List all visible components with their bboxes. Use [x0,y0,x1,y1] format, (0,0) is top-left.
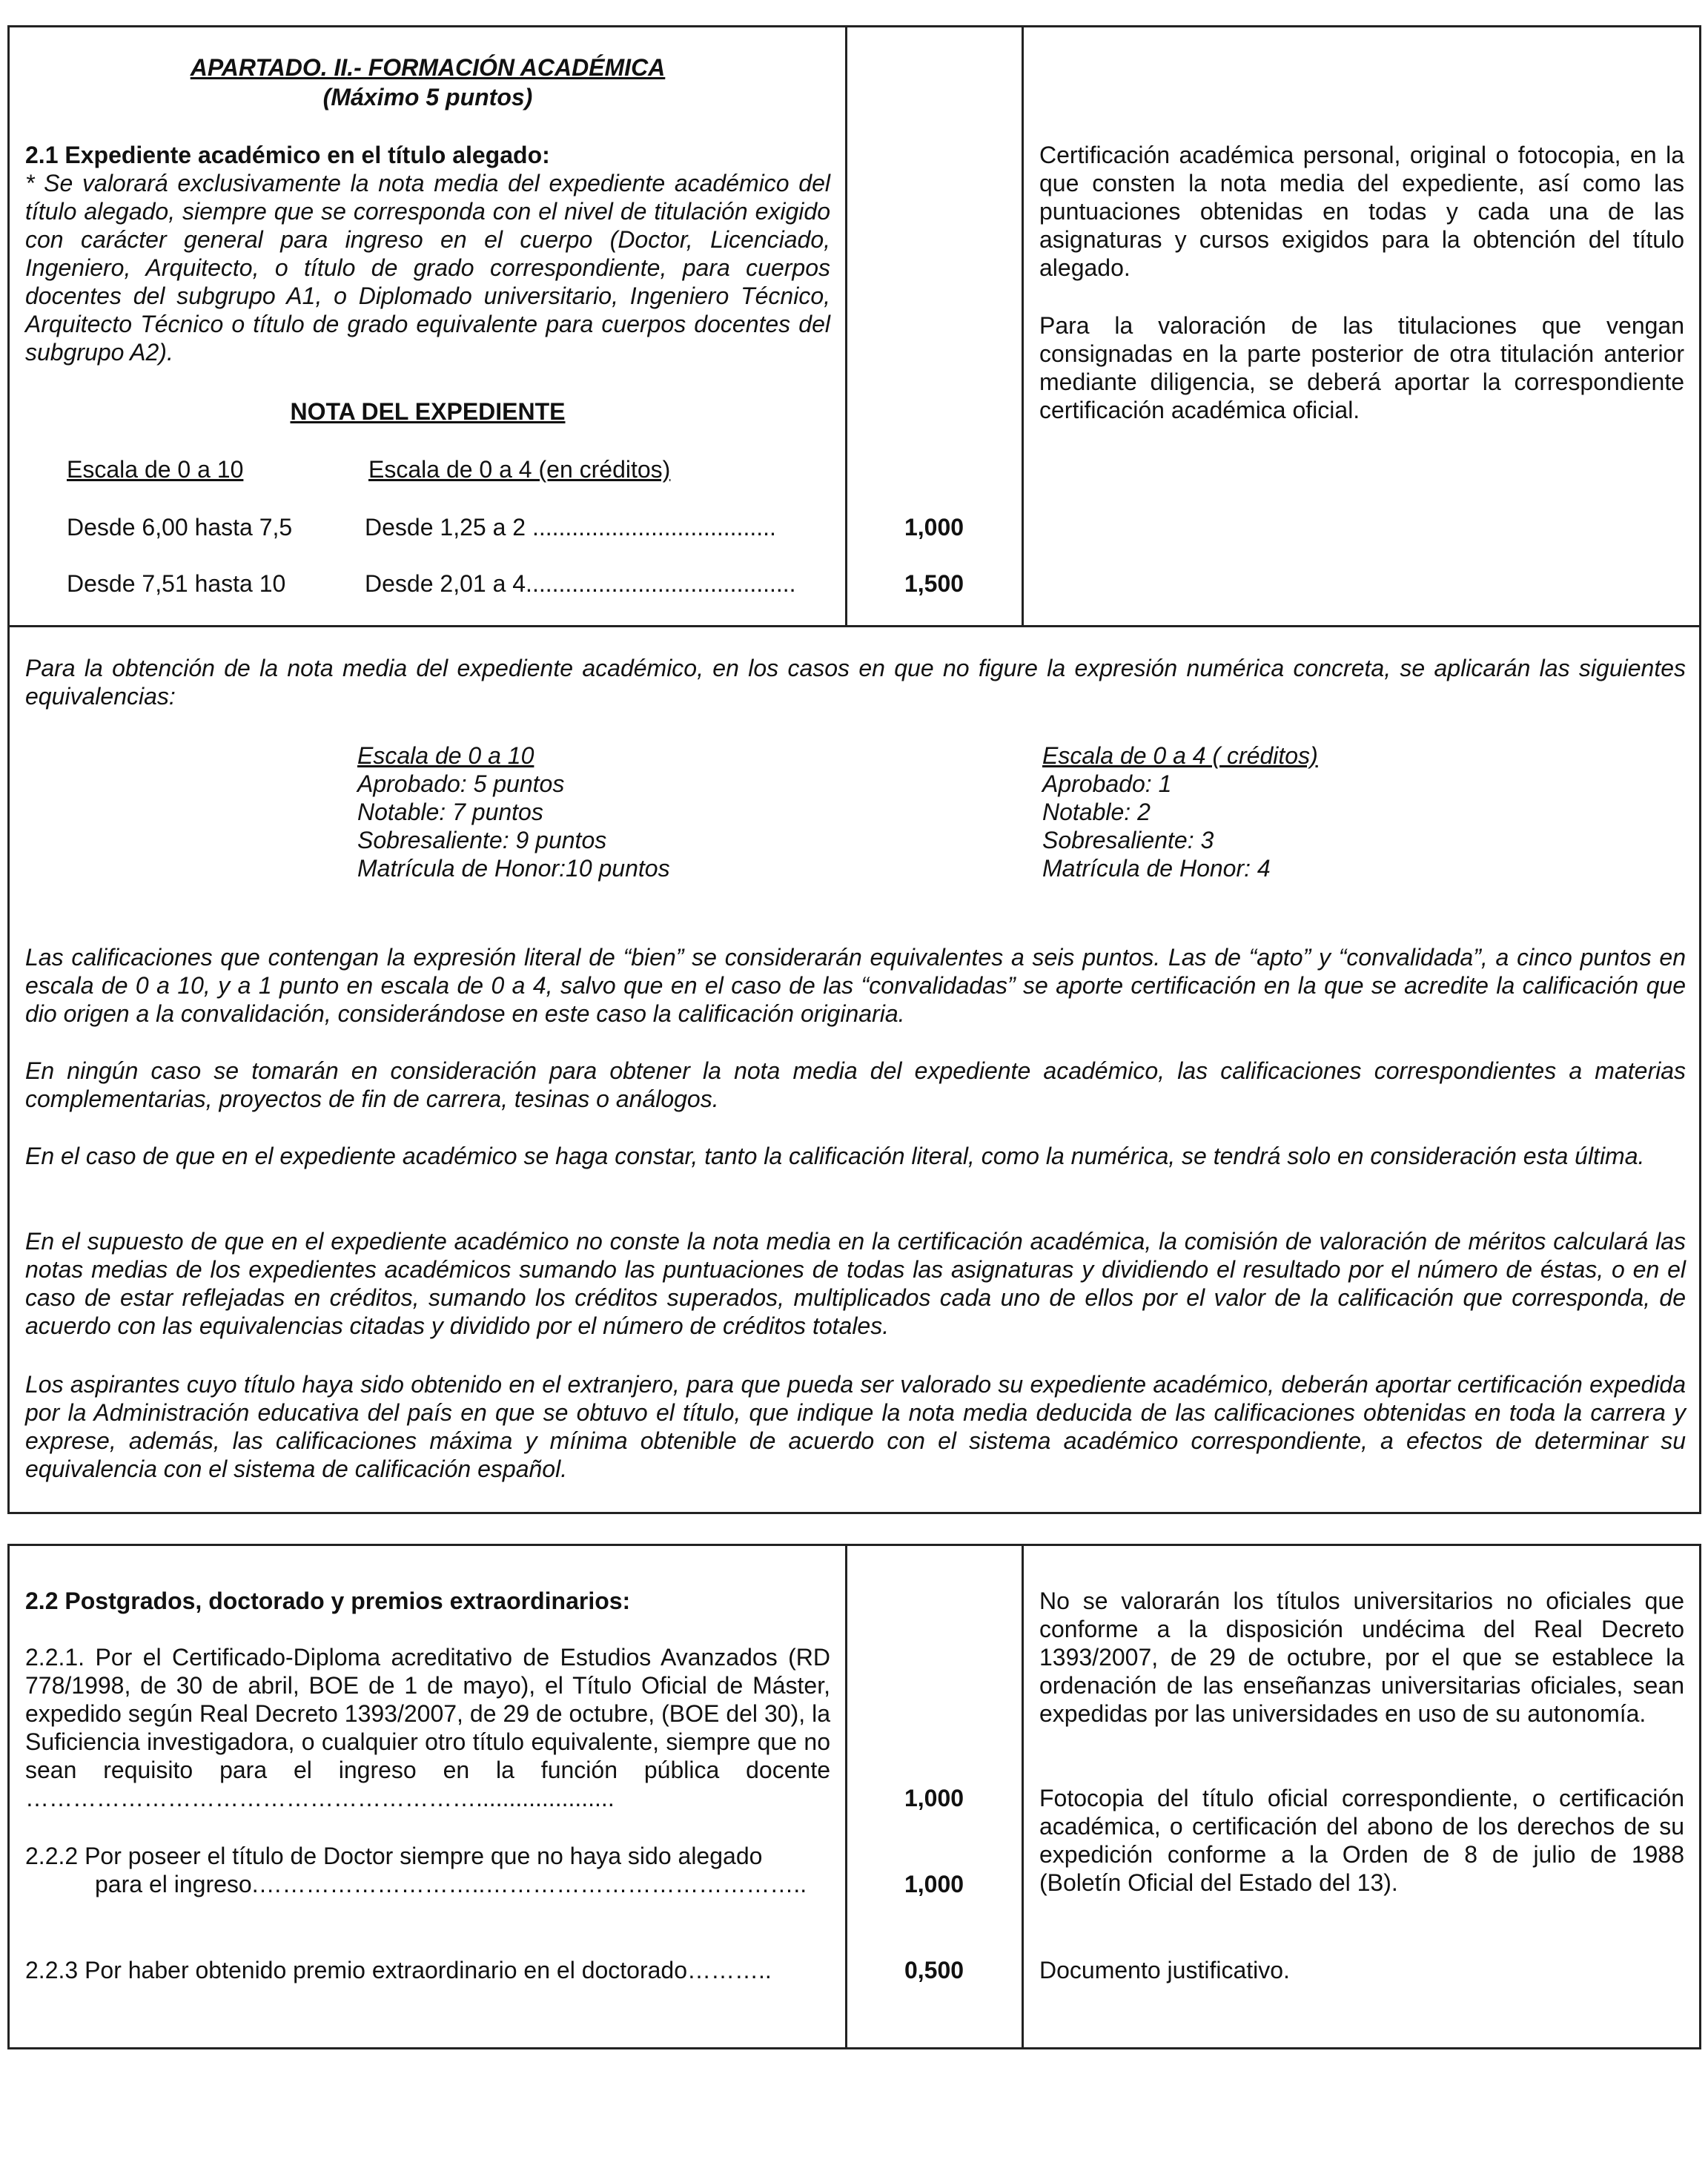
documents-text-4: Fotocopia del título oficial correspondiente, o certificación académica, o certificación del abono de los derechos de su expedición conforme a la Orden de 8 de julio de 1988 (Boletín Oficial del Estado del 13). [1039,1785,1684,1896]
item-2-1-text: * Se valorará exclusivamente la nota media del expediente académico del título alegado, siempre que se corresponda con el nivel de titulación exigido con carácter general para ingreso en el cuerpo (Doctor, Licenciado, Ingeniero, Arquitecto, o título de grado correspondiente, para cuerpos docentes del subgrupo A1, o Diplomado universitario, Ingeniero Técnico, Arquitecto Técnico o título de grado equivalente para cuerpos docentes del subgrupo A2). [25,170,830,366]
item-2-2-2-line-1: 2.2.2 Por poseer el título de Doctor siempre que no haya sido alegado [25,1843,763,1869]
table-2-col-divider-2 [1022,1544,1024,2049]
section-subtitle: (Máximo 5 puntos) [322,84,533,110]
item-2-1-heading: 2.1 Expediente académico en el título alegado: [25,142,550,168]
table-row: Desde 1,25 a 2 ..................................... [365,514,776,541]
points-value: 1,000 [904,514,964,541]
section-title: APARTADO. II.- FORMACIÓN ACADÉMICA [190,54,666,81]
table-row: Desde 6,00 hasta 7,5 [67,514,293,541]
documents-text-1: Certificación académica personal, original o fotocopia, en la que consten la nota media del expediente, así como las puntuaciones obtenidas en todas y cada una de las asignaturas y cursos exigidos para la obtención del título alegado. [1039,142,1684,281]
points-value: 1,500 [904,570,964,597]
equivalence-paragraph: En el supuesto de que en el expediente académico no conste la nota media en la certificación académica, la comisión de valoración de méritos calculará las notas medias de los expedientes académicos sumando las puntuaciones de todas las asignaturas y dividiendo el resultado por el número de éstas, o en el caso de estar reflejadas en créditos, sumando los créditos superados, multiplicados cada uno de ellos por el valor de la calificación que corresponda, de acuerdo con las equivalencias citadas y dividido por el número de créditos totales. [25,1228,1686,1339]
table-row: Desde 7,51 hasta 10 [67,570,286,597]
list-item: Matrícula de Honor:10 puntos [357,855,670,882]
list-item: Sobresaliente: 9 puntos [357,827,607,853]
documents-text-2: Para la valoración de las titulaciones que vengan consignadas en la parte posterior de otra titulación anterior mediante diligencia, se deberá aportar la correspondiente certificación académica oficial. [1039,312,1684,423]
points-value: 0,500 [904,1957,964,1983]
table-row: Desde 2,01 a 4......................................... [365,570,796,597]
item-2-2-1-text: 2.2.1. Por el Certificado-Diploma acreditativo de Estudios Avanzados (RD 778/1998, de 30 de abril, BOE de 1 de mayo), el Título Oficial de Máster, expedido según Real Decreto 1393/2007, de 29 de octubre, (BOE del 30), la Suficiencia investigadora, o cualquier otro título equivalente, siempre que no sean requisito para el ingreso en la función pública docente …………………………………………………..................... [25,1644,830,1811]
scale-4-header: Escala de 0 a 4 (en créditos) [368,456,671,483]
documents-text-3: No se valorarán los títulos universitarios no oficiales que conforme a la disposición undécima del Real Decreto 1393/2007, de 29 de octubre, por el que se establece la ordenación de las enseñanzas universitarias oficiales, sean expedidas por las universidades en uso de su autonomía. [1039,1588,1684,1727]
equivalences-scale-10 [357,741,670,882]
equivalences-intro: Para la obtención de la nota media del expediente académico, en los casos en que no figure la expresión numérica concreta, se aplicarán las siguientes equivalencias: [25,655,1686,710]
table-1-row-divider [7,625,1701,627]
list-item: Sobresaliente: 3 [1042,827,1214,853]
documents-text-5: Documento justificativo. [1039,1957,1290,1983]
list-item: Aprobado: 5 puntos [357,770,565,797]
equivalence-paragraph: Las calificaciones que contengan la expresión literal de “bien” se considerarán equivalentes a seis puntos. Las de “apto” y “convalidada”, a cinco puntos en escala de 0 a 10, y a 1 punto en escala de 0 a 4, salvo que en el caso de las “convalidadas” se aporte certificación en la que se acredite la calificación que dio origen a la convalidación, considerándose en este caso la calificación originaria. [25,944,1686,1027]
nota-heading: NOTA DEL EXPEDIENTE [290,398,566,425]
list-item: Aprobado: 1 [1042,770,1172,797]
points-value: 1,000 [904,1871,964,1897]
equivalence-paragraph: En el caso de que en el expediente académico se haga constar, tanto la calificación literal, como la numérica, se tendrá solo en consideración esta última. [25,1143,1645,1169]
item-2-2-2-line-2: para el ingreso.………………………..………………………………….. [95,1871,807,1897]
scale-10-title: Escala de 0 a 10 [357,742,534,769]
scale-4-title: Escala de 0 a 4 ( créditos) [1042,742,1318,769]
points-value: 1,000 [904,1785,964,1811]
equivalences-scale-4 [1042,741,1318,882]
scale-10-header: Escala de 0 a 10 [67,456,244,483]
item-2-2-3-text: 2.2.3 Por haber obtenido premio extraordinario en el doctorado……….. [25,1957,772,1983]
equivalence-paragraph: En ningún caso se tomarán en consideración para obtener la nota media del expediente académico, las calificaciones correspondientes a materias complementarias, proyectos de fin de carrera, tesinas o análogos. [25,1057,1686,1112]
list-item: Notable: 2 [1042,799,1151,825]
list-item: Matrícula de Honor: 4 [1042,855,1271,882]
equivalence-paragraph: Los aspirantes cuyo título haya sido obtenido en el extranjero, para que pueda ser valorado su expediente académico, deberán aportar certificación expedida por la Administración educativa del país en que se obtuvo el título, que indique la nota media deducida de las calificaciones obtenidas en toda la carrera y exprese, además, las calificaciones máxima y mínima obtenible de acuerdo con el sistema académico correspondiente, a efectos de determinar su equivalencia con el sistema de calificación español. [25,1371,1686,1482]
item-2-2-heading: 2.2 Postgrados, doctorado y premios extraordinarios: [25,1588,631,1614]
table-1-col-divider-2 [1022,25,1024,627]
list-item: Notable: 7 puntos [357,799,543,825]
